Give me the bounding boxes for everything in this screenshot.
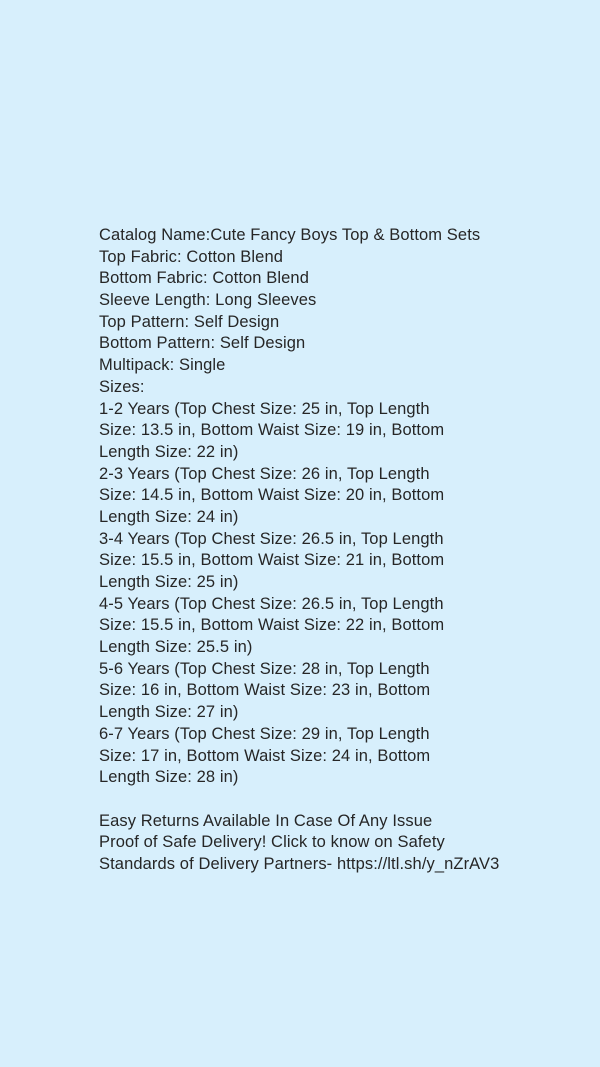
catalog-attribute-line: Bottom Pattern: Self Design [99, 334, 306, 353]
size-chart-line: Length Size: 25.5 in) [99, 638, 253, 657]
size-chart-lines [99, 399, 579, 789]
catalog-attribute-line: Sleeve Length: Long Sleeves [99, 291, 317, 310]
size-chart-line: Length Size: 27 in) [99, 703, 239, 722]
catalog-attribute-line: Top Fabric: Cotton Blend [99, 247, 283, 266]
footer-line: Standards of Delivery Partners- https://ltl.sh/y_nZrAV3 [99, 854, 500, 873]
size-chart-line: Length Size: 24 in) [99, 507, 239, 526]
size-chart-line: Size: 15.5 in, Bottom Waist Size: 22 in, Bottom [99, 616, 445, 635]
size-chart-line: Size: 16 in, Bottom Waist Size: 23 in, Bottom [99, 681, 431, 700]
footer-line: Proof of Safe Delivery! Click to know on Safety [99, 833, 445, 852]
size-chart-line: Size: 17 in, Bottom Waist Size: 24 in, Bottom [99, 746, 431, 765]
size-chart-line: Length Size: 25 in) [99, 573, 239, 591]
size-chart-line: Size: 13.5 in, Bottom Waist Size: 19 in, Bottom [99, 421, 445, 440]
catalog-attribute-lines [99, 247, 579, 377]
size-chart-line: 4-5 Years (Top Chest Size: 26.5 in, Top Length [99, 594, 444, 613]
size-chart-line: Size: 15.5 in, Bottom Waist Size: 21 in, Bottom [99, 551, 445, 570]
size-chart-line: Size: 14.5 in, Bottom Waist Size: 20 in, Bottom [99, 486, 445, 505]
catalog-text-block [99, 225, 579, 876]
size-chart-line: 3-4 Years (Top Chest Size: 26.5 in, Top Length [99, 529, 444, 548]
footer-lines [99, 811, 579, 876]
size-chart-line: Length Size: 22 in) [99, 442, 239, 461]
size-chart-line: Length Size: 28 in) [99, 768, 239, 787]
catalog-attribute-line: Bottom Fabric: Cotton Blend [99, 269, 309, 288]
size-chart-line: 6-7 Years (Top Chest Size: 29 in, Top Length [99, 724, 430, 743]
sizes-heading: Sizes: [99, 377, 145, 396]
size-chart-line: 5-6 Years (Top Chest Size: 28 in, Top Length [99, 659, 430, 678]
size-chart-line: 2-3 Years (Top Chest Size: 26 in, Top Length [99, 464, 430, 483]
size-chart-line: 1-2 Years (Top Chest Size: 25 in, Top Length [99, 399, 430, 418]
catalog-attribute-line: Top Pattern: Self Design [99, 312, 280, 331]
footer-line: Easy Returns Available In Case Of Any Issue [99, 811, 433, 830]
catalog-attribute-line: Multipack: Single [99, 356, 226, 375]
blank-line-spacer [99, 789, 579, 811]
catalog-name-line: Catalog Name:Cute Fancy Boys Top & Bottom Sets [99, 226, 481, 244]
